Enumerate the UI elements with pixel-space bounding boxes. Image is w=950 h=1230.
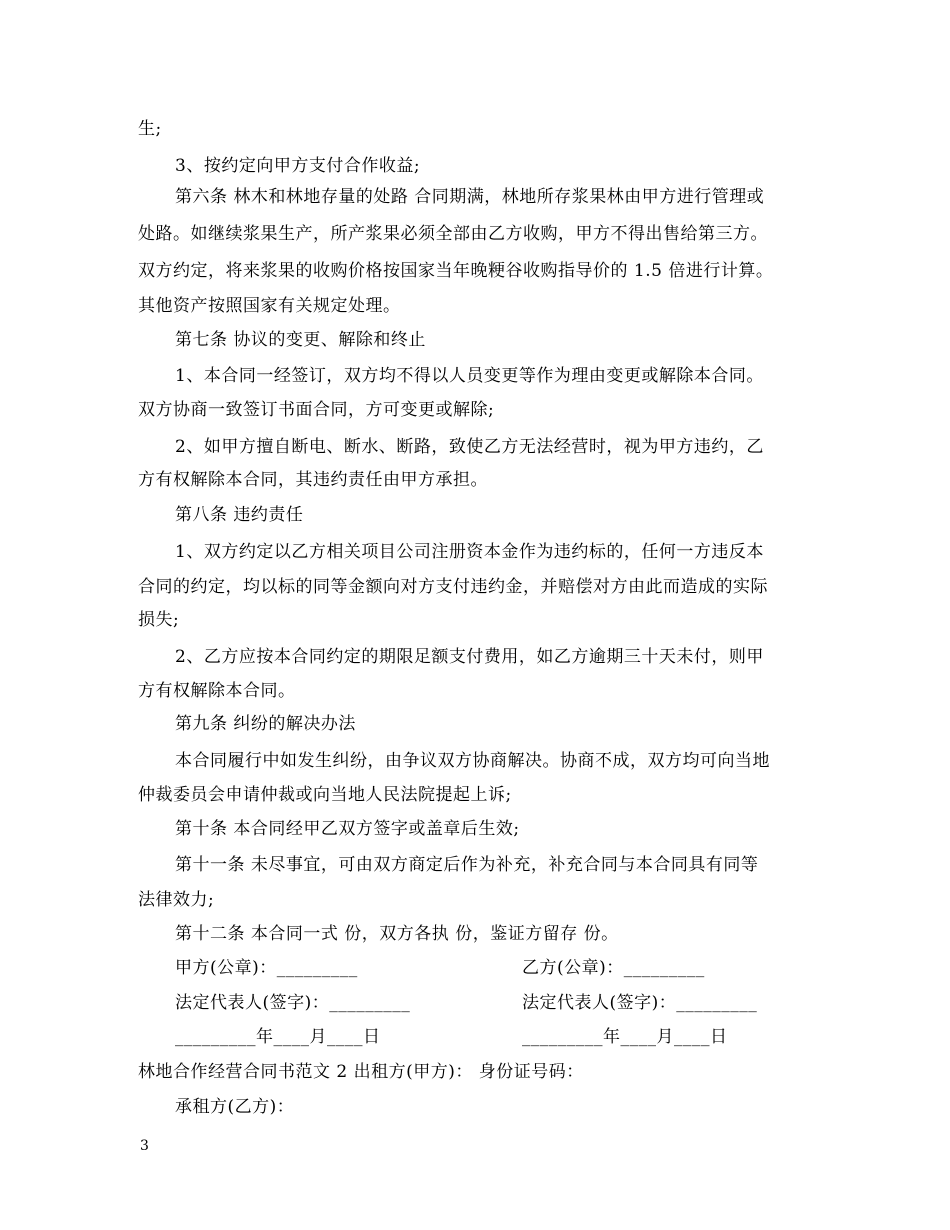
text-line: 处路。如继续浆果生产，所产浆果必须全部由乙方收购，甲方不得出售给第三方。 [138, 224, 768, 244]
text-line: 2、乙方应按本合同约定的期限足额支付费用，如乙方逾期三十天未付，则甲 [175, 647, 764, 667]
article-12: 第十二条 本合同一式 份，双方各执 份，鉴证方留存 份。 [175, 924, 619, 944]
text-line: 1、本合同一经签订，双方均不得以人员变更等作为理由变更或解除本合同。 [175, 366, 764, 386]
article-11: 第十一条 未尽事宜，可由双方商定后作为补充，补充合同与本合同具有同等 [175, 855, 759, 875]
text-line: 双方约定，将来浆果的收购价格按国家当年晚粳谷收购指导价的 1.5 倍进行计算。 [138, 261, 774, 281]
text-line: 双方协商一致签订书面合同，方可变更或解除; [138, 400, 495, 420]
next-section-title: 林地合作经营合同书范文 2 出租方(甲方)： 身份证号码： [138, 1062, 584, 1082]
text-line: 3、按约定向甲方支付合作收益; [175, 156, 421, 176]
lessee-line: 承租方(乙方)： [175, 1097, 295, 1117]
text-line: 其他资产按照国家有关规定处理。 [138, 296, 401, 316]
text-line: 方有权解除本合同，其违约责任由甲方承担。 [138, 470, 488, 490]
text-line: 合同的约定，均以标的同等金额向对方支付违约金，并赔偿对方由此而造成的实际 [138, 577, 768, 597]
article-8-heading: 第八条 违约责任 [175, 505, 304, 525]
text-line: 2、如甲方擅自断电、断水、断路，致使乙方无法经营时，视为甲方违约，乙 [175, 437, 764, 457]
text-line: 仲裁委员会申请仲裁或向当地人民法院提起上诉; [138, 785, 512, 805]
text-line: 本合同履行中如发生纠纷，由争议双方协商解决。协商不成，双方均可向当地 [175, 751, 770, 771]
text-line: 1、双方约定以乙方相关项目公司注册资本金作为违约标的，任何一方违反本 [175, 542, 764, 562]
party-a-date: _________年____月____日 [175, 1027, 381, 1047]
article-9-heading: 第九条 纠纷的解决办法 [175, 714, 356, 734]
text-line: 生; [138, 119, 162, 139]
text-line: 损失; [138, 610, 180, 630]
article-7-heading: 第七条 协议的变更、解除和终止 [175, 330, 426, 350]
text-line: 方有权解除本合同。 [138, 681, 296, 701]
party-b-seal: 乙方(公章)：_________ [522, 958, 705, 978]
party-a-seal: 甲方(公章)：_________ [175, 958, 358, 978]
party-a-representative: 法定代表人(签字)：_________ [175, 993, 411, 1013]
party-b-representative: 法定代表人(签字)：_________ [522, 993, 758, 1013]
page-number: 3 [140, 1138, 149, 1154]
article-6-heading: 第六条 林木和林地存量的处路 合同期满，林地所存浆果林由甲方进行管理或 [175, 187, 765, 207]
article-10: 第十条 本合同经甲乙双方签字或盖章后生效; [175, 819, 520, 839]
text-line: 法律效力; [138, 890, 215, 910]
party-b-date: _________年____月____日 [522, 1027, 728, 1047]
